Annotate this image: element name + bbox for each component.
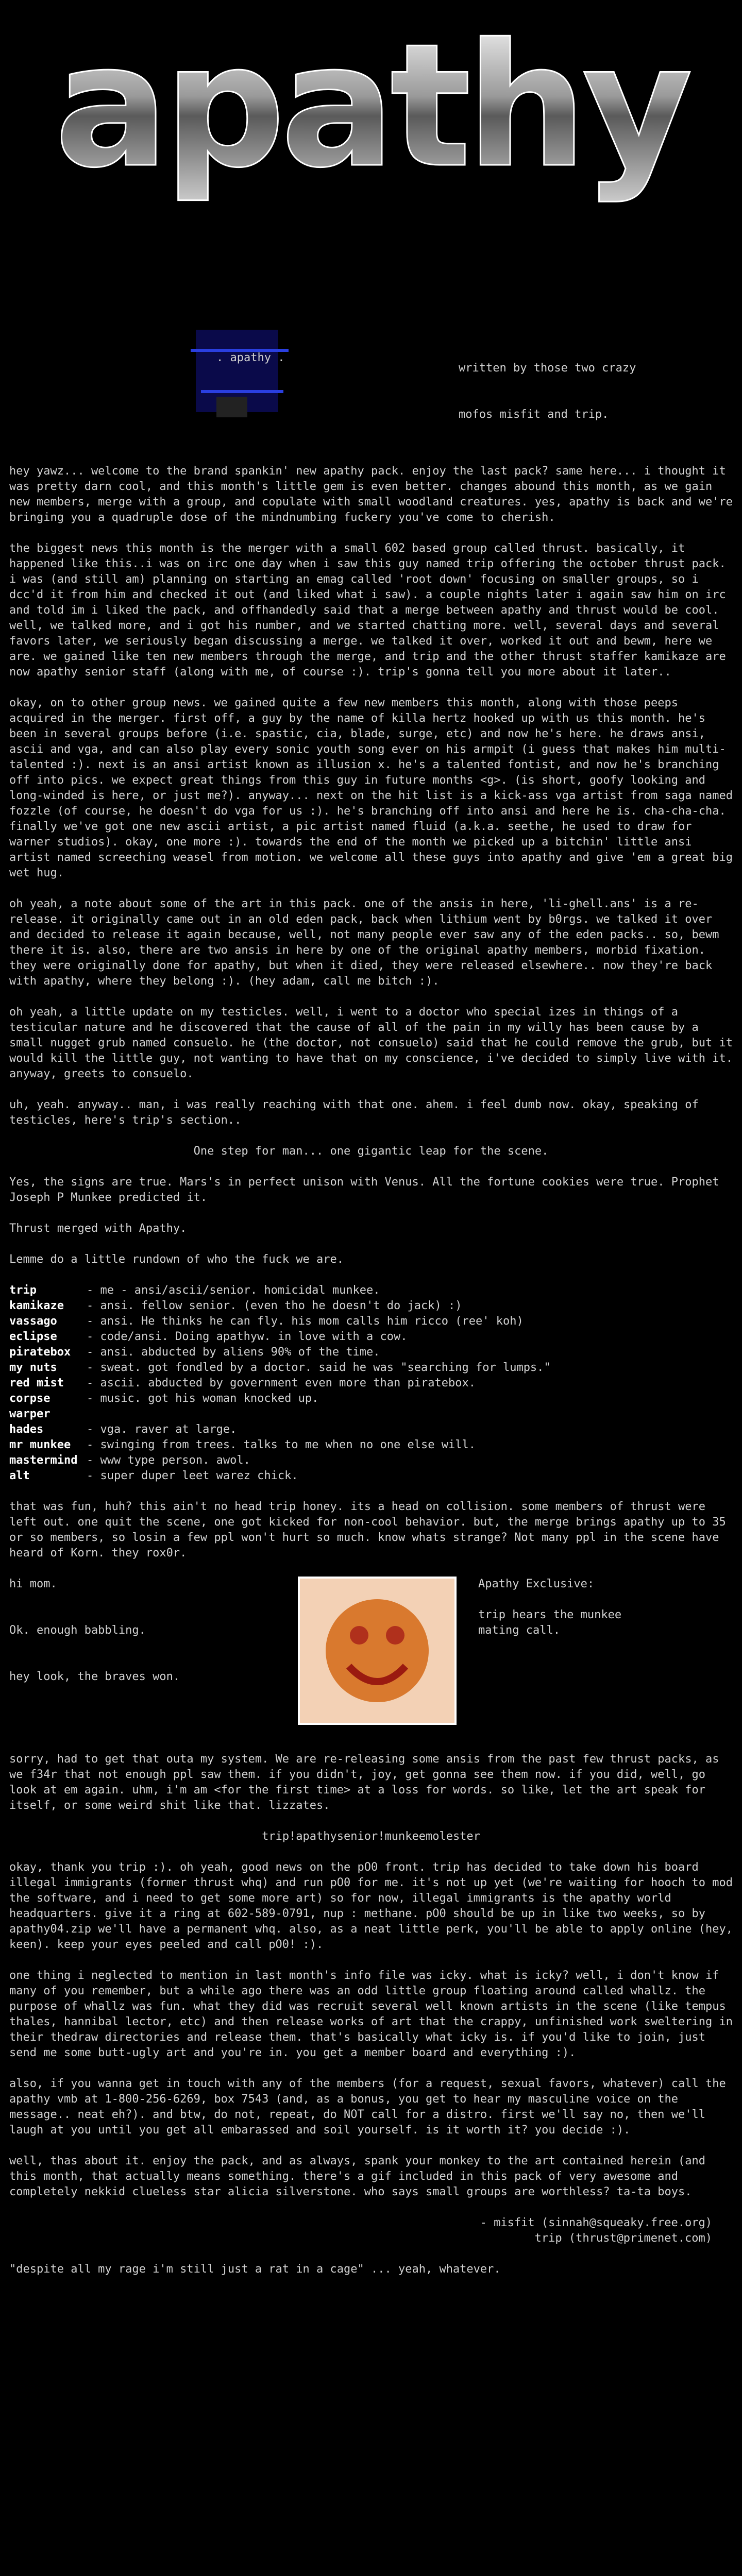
main-text (9, 464, 733, 2293)
roster-desc: - swinging from trees. talks to me when no one else will. (87, 1438, 476, 1451)
roster-handle: eclipse (9, 1330, 57, 1343)
rundown-intro: Lemme do a little rundown of who the fuck we are. (9, 1253, 344, 1266)
one-thing-paragraph: one thing i neglected to mention in last month's info file was icky. what is icky? well, i don't know if many of you remember, but a while ago there was an odd little group floating around called whallz. the purpose of whallz was fun. what they did was recruit several well known artists in the scene (like tempus thales, hannibal lector, etc) and then release works of art that the crappy, unfinished work sweltering in their thedraw directories and release them. that's basically what icky is. if you'd like to join, just send me some butt-ugly art and you're in. you get a member board and everything :). (9, 1969, 733, 2059)
after-roster-paragraph: that was fun, huh? this ain't no head trip honey. its a head on collision. some members of thrust were left out. one quit the scene, one got kicked for non-cool behavior. but, the merge brings apathy up to 35 or so members, so losin a few ppl won't hurt so much. know whats strange? Not many ppl in the scene have heard of Korn. they rox0r. (9, 1500, 726, 1560)
exclusive-title: Apathy Exclusive: (478, 1578, 595, 1590)
roster-desc: - me - ansi/ascii/senior. homicidal munkee. (87, 1284, 380, 1297)
roster-desc: - ansi. He thinks he can fly. his mom calls him ricco (ree' koh) (87, 1315, 524, 1328)
center-line: One step for man... one gigantic leap for the scene. (193, 1145, 549, 1158)
roster-row (9, 1391, 733, 1422)
roster-row (9, 1360, 733, 1376)
roster-row (9, 1283, 733, 1298)
roster-row (9, 1345, 733, 1360)
roster-handle: corpse warper (9, 1392, 50, 1420)
byline-line-2: mofos misfit and trip. (459, 408, 609, 421)
roster-handle: trip (9, 1284, 37, 1297)
roster-handle: kamikaze (9, 1299, 64, 1312)
roster-row (9, 1329, 733, 1345)
paragraph: oh yeah, a little update on my testicles. well, i went to a doctor who special izes in things of a testicular nature and he discovered that the cause of all of the pain in my willy has been cause by a small nugget grub named consuelo. he (the doctor, not consuelo) said that he could remove the grub, but it would kill the little guy, not wanting to have that on my conscience, i've decided to simply live with it. anyway, greets to consuelo. (9, 1006, 733, 1080)
signature-trip: trip (thrust@primenet.com) (534, 2232, 712, 2245)
byline (459, 330, 636, 453)
trip-signature: trip!apathysenior!munkeemolester (262, 1830, 480, 1843)
paragraph: hey yawz... welcome to the brand spankin' new apathy pack. enjoy the last pack? same here... i thought it was pretty darn cool, and this month's little gem is even better. changes abound this month, as we gain new members, merge with a group, and copulate with small woodland creatures. yes, apathy is back and we're bringing you a quadruple dose of the mindnumbing fuckery you've come to cherish. (9, 465, 733, 524)
roster-row (9, 1314, 733, 1329)
hi-mom-line: hi mom. (9, 1578, 57, 1590)
also-paragraph: also, if you wanna get in touch with any of the members (for a request, sexual favors, whatever) call the apathy vmb at 1-800-256-6269, box 7543 (and, as a bonus, you get to hear my masculine voice on the message.. neat eh?). and btw, do not, repeat, do NOT call for a distro. first we'll say no, then we'll laugh at you until you get all embarassed and soil yourself. is it worth it? you decide :). (9, 2077, 726, 2137)
well-paragraph: well, thas about it. enjoy the pack, and as always, spank your monkey to the art contained herein (and this month, that actually means something. there's a gif included in this pack of very awesome and completely nekkid clueless star alicia silverstone. who says small groups are worthless? ta-ta boys. (9, 2155, 706, 2198)
paragraph: okay, on to other group news. we gained quite a few new members this month, along with those peeps acquired in the merger. first off, a guy by the name of killa hertz hooked up with us this month. he's been in several groups before (i.e. spastic, cia, blade, surge, etc) and now he's here. he draws ansi, ascii and vga, and can also play every sonic youth song ever on his armpit (i guess that makes him multi-talented :). next is an ansi artist known as illusion x. he's a talented fontist, and now he's branching off into pics. we expect great things from this guy in future months <g>. (is short, goofy looking and long-winded is here, or just me?). anyway... next on the hit list is a kick-ass vga artist from saga named fozzle (of course, he doesn't do vga for us :). he's branching off into ansi and here he is. cha-cha-cha. finally we've got one new ascii artist, a pic artist named fluid (a.k.a. seethe, he used to draw for warner studios). okay, one more :). towards the end of the month we picked up a bitchin' little ansi artist named screeching weasel from motion. we welcome all these guys into apathy and give 'em a great big wet hug. (9, 697, 733, 879)
roster-row (9, 1468, 733, 1484)
byline-line-1: written by those two crazy (459, 362, 636, 375)
member-roster (9, 1283, 733, 1484)
roster-handle: mastermind (9, 1454, 78, 1467)
roster-handle: vassago (9, 1315, 57, 1328)
closing-quote: "despite all my rage i'm still just a rat in a cage" ... yeah, whatever. (9, 2263, 501, 2276)
roster-handle: my nuts (9, 1361, 57, 1374)
roster-desc: - music. got his woman knocked up. (87, 1392, 319, 1405)
roster-row (9, 1453, 733, 1468)
roster-handle: piratebox (9, 1346, 71, 1359)
paragraph: oh yeah, a note about some of the art in this pack. one of the ansis in here, 'li-ghell.ans' is a re-release. it originally came out in an old eden pack, back when lithium went by b0rgs. we talked it over and decided to release it again because, well, not many people ever saw any of the eden packs.. so, bewm there it is. also, there are two ansis in here by one of the original apathy members, morbid fixation. they were originally done for apathy, but when it died, they were released elsewhere.. now they're back with apathy, where they belong :). (hey adam, call me bitch :). (9, 897, 719, 988)
exclusive-line-3: mating call. (478, 1624, 560, 1637)
roster-desc: - ansi. fellow senior. (even tho he doesn't do jack) :) (87, 1299, 462, 1312)
okay-thanks-paragraph: okay, thank you trip :). oh yeah, good news on the pO0 front. trip has decided to take down his board illegal immigrants (former thrust whq) and run pO0 for me. it's not up yet (we're waiting for hooch to mod the software, and i need to get some more art) so for now, illegal immigrants is the apathy world headquarters. give it a ring at 602-589-0791, nup : methane. pO0 should be up in like two weeks, so by apathy04.zip we'll have a permanent whq. also, as a neat little perk, you'll be able to apply online (hey, keen). keep your eyes peeled and call pO0! :). (9, 1861, 733, 1951)
roster-handle: mr munkee (9, 1438, 71, 1451)
apathy-logo (0, 0, 742, 206)
blue-swoosh-emblem (185, 319, 309, 422)
roster-desc: - ansi. abducted by aliens 90% of the time. (87, 1346, 380, 1359)
signature-misfit: - misfit (sinnah@squeaky.free.org) (480, 2216, 712, 2229)
sorry-paragraph: sorry, had to get that outa my system. We are re-releasing some ansis from the past few thrust packs, as we f34r that not enough ppl saw them. if you didn't, joy, get gonna see them now. if you did, well, go look at em again. uhm, i'm am <for the first time> at a loss for words. so like, let the art speak for itself, or some weird shit like that. lizzates. (9, 1753, 719, 1812)
roster-desc: - vga. raver at large. (87, 1423, 237, 1436)
roster-desc: - sweat. got fondled by a doctor. said he was "searching for lumps." (87, 1361, 551, 1374)
exclusive-section (9, 1577, 733, 1731)
roster-desc: - ascii. abducted by government even more than piratebox. (87, 1377, 476, 1389)
roster-handle: red mist (9, 1377, 64, 1389)
logo-word: apathy (54, 7, 688, 205)
roster-desc: - super duper leet warez chick. (87, 1469, 298, 1482)
roster-handle: alt (9, 1469, 30, 1482)
roster-handle: hades (9, 1423, 44, 1436)
roster-row (9, 1422, 733, 1437)
merged-line: Thrust merged with Apathy. (9, 1222, 187, 1235)
mars-paragraph: Yes, the signs are true. Mars's in perfect unison with Venus. All the fortune cookies were true. Prophet Joseph P Munkee predicted it. (9, 1176, 719, 1204)
braves-line: hey look, the braves won. (9, 1670, 180, 1683)
roster-desc: - code/ansi. Doing apathyw. in love with a cow. (87, 1330, 408, 1343)
paragraph: the biggest news this month is the merger with a small 602 based group called thrust. basically, it happened like this..i was on irc one day when i saw this guy named trip offering the october thrust pack. i was (and still am) planning on starting an emag called 'root down' focusing on smaller groups, so i dcc'd it from him and checked it out (and liked what i saw). a couple nights later i again saw him on irc and told im i liked the pack, and offhandedly said that a merge between apathy and thrust would be cool. well, we talked more, and i got his number, and we started chatting more. well, several days and several favors later, we seriously began discussing a merge. we talked it over, worked it out and bewm, here we are. we gained like ten new members through the merge, and trip and the other thrust staffer kamikaze are now apathy senior staff (along with me, of course :). trip's gonna tell you more about it later.. (9, 542, 726, 679)
roster-row (9, 1437, 733, 1453)
exclusive-line-2: trip hears the munkee (478, 1608, 622, 1621)
babble-line: Ok. enough babbling. (9, 1624, 146, 1637)
paragraph: uh, yeah. anyway.. man, i was really reaching with that one. ahem. i feel dumb now. okay, speaking of testicles, here's trip's section.. (9, 1098, 699, 1127)
roster-row (9, 1376, 733, 1391)
munkee-face-image (298, 1577, 457, 1725)
roster-row (9, 1298, 733, 1314)
roster-desc: - www type person. awol. (87, 1454, 250, 1467)
badge: . apathy . (216, 351, 285, 364)
